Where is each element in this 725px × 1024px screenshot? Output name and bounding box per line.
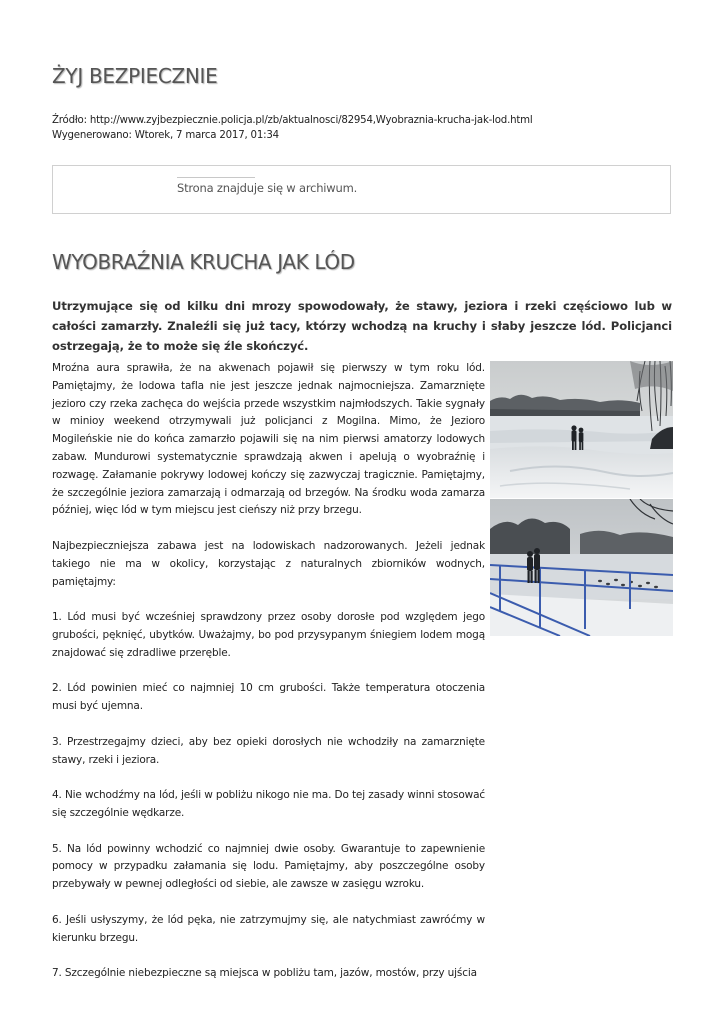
archive-note: Strona znajduje się w archiwum. <box>177 181 358 195</box>
source-url[interactable]: Źródło: http://www.zyjbezpiecznie.policja.pl/zb/aktualnosci/82954,Wyobraznia-krucha-jak-lod.html <box>52 115 533 126</box>
article-paragraph: 7. Szczególnie niebezpieczne są miejsca w pobliżu tam, jazów, mostów, przy ujścia <box>52 967 477 980</box>
article-lead: Utrzymujące się od kilku dni mrozy spowodowały, że stawy, jeziora i rzeki częściowo lub w całości zamarzły. Znaleźli się już tacy, którzy wchodzą na kruchy i słaby jeszcze lód. Policjanci ostrzegają, że to może się źle skończyć. <box>52 299 672 353</box>
generated-date: Wygenerowano: Wtorek, 7 marca 2017, 01:34 <box>52 130 279 141</box>
article-paragraph: 5. Na lód powinny wchodzić co najmniej dwie osoby. Gwarantuje to zapewnienie pomocy w przypadku załamania się lodu. Pamiętajmy, aby poszczególne osoby przebywały w pewnej odległości od siebie, ale zawsze w zasięgu wzroku. <box>52 842 485 891</box>
article-paragraph: 6. Jeśli usłyszymy, że lód pęka, nie zatrzymujmy się, ale natychmiast zawróćmy w kierunku brzegu. <box>52 913 485 944</box>
lakeside-railing-photo-icon <box>490 499 673 636</box>
frozen-lake-photo[interactable] <box>490 361 673 498</box>
article-paragraph: 3. Przestrzegajmy dzieci, aby bez opieki dorosłych nie wchodziły na zamarznięte stawy, rzeki i jeziora. <box>52 735 485 766</box>
archive-divider <box>177 177 255 178</box>
article-paragraph: Najbezpieczniejsza zabawa jest na lodowiskach nadzorowanych. Jeżeli jednak takiego nie ma w okolicy, korzystając z naturalnych zbiorników wodnych, pamiętajmy: <box>52 539 485 588</box>
document-meta <box>52 113 533 143</box>
article-paragraph: 4. Nie wchodźmy na lód, jeśli w pobliżu nikogo nie ma. Do tej zasady winni stosować się szczególnie wędkarze. <box>52 789 485 819</box>
article-title: WYOBRAŹNIA KRUCHA JAK LÓD <box>52 250 355 274</box>
lakeside-railing-photo[interactable] <box>490 499 673 636</box>
article-paragraph: 2. Lód powinien mieć co najmniej 10 cm grubości. Także temperatura otoczenia musi być ujemna. <box>52 682 485 713</box>
article-paragraph: Mroźna aura sprawiła, że na akwenach pojawił się pierwszy w tym roku lód. Pamiętajmy, że lodowa tafla nie jest jeszcze jednak najmocniejsza. Zamarznięte jezioro czy rzeka zachęca do wejścia przede wszystkim najmłodszych. Takie sygnały w minioy weekend otrzymywali już policjanci z Mogilna. Mimo, że Jezioro Mogileńskie nie do końca zamarzło pojawili się na nim pierwsi amatorzy lodowych zabaw. Mundurowi systematycznie sprawdzają akwen i apelują o wyobraźnię i rozwagę. Załamanie pokrywy lodowej kończy się zazwyczaj tragicznie. Pamiętajmy, że szczególnie jeziora zamarzają i odmarzają od brzegów. Na środku woda zamarza później, więc lód w tym miejscu jest cieńszy niż przy brzegu. <box>52 362 485 517</box>
site-title: ŻYJ BEZPIECZNIE <box>52 64 218 88</box>
article-paragraph: 1. Lód musi być wcześniej sprawdzony przez osoby dorosłe pod względem jego grubości, pęknięć, ubytków. Uważajmy, bo pod przysypanym śniegiem lodem mogą znajdować się zdradliwe przeręble. <box>52 611 485 659</box>
frozen-lake-photo-icon <box>490 361 673 498</box>
article-body <box>52 360 485 1001</box>
archive-notice <box>52 165 671 214</box>
